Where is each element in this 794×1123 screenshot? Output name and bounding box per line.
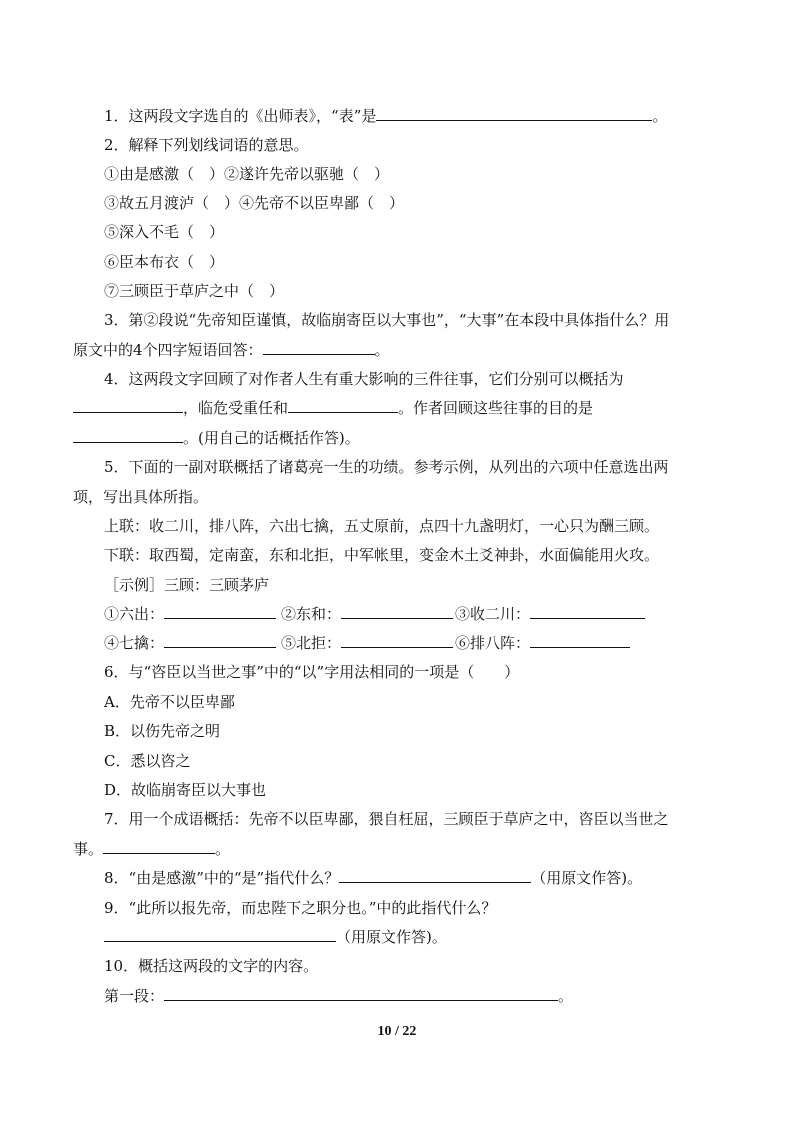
answer-blank[interactable] (339, 868, 531, 883)
question-7-line-1 (104, 809, 669, 829)
couplet-lower-text: 下联：取西蜀，定南蛮，东和北拒，中军帐里，变金木土爻神卦，水面偏能用火攻。 (104, 546, 660, 564)
option-a[interactable] (104, 692, 235, 712)
question-8 (104, 868, 642, 888)
option-d[interactable] (104, 780, 266, 800)
question-4-line-3 (73, 428, 360, 448)
fill-label: ③收二川： (455, 605, 531, 623)
answer-blank[interactable] (530, 604, 645, 619)
fill-item-4 (104, 633, 276, 653)
question-7-end: 。 (215, 840, 231, 858)
example (104, 575, 269, 595)
question-9-text: 9．“此所以报先帝，而忠陛下之职分也。”中的此指代什么？ (104, 899, 497, 917)
answer-blank[interactable] (164, 633, 276, 648)
question-10-text: 10．概括这两段的文字的内容。 (104, 957, 319, 975)
page-number: 10 / 22 (377, 1024, 417, 1039)
row-text: ⑦三顾臣于草庐之中（ ） (104, 282, 285, 300)
answer-blank[interactable] (288, 398, 398, 413)
answer-blank[interactable] (341, 633, 453, 648)
fill-item-1 (104, 604, 276, 624)
question-10-end: 。 (558, 987, 574, 1005)
fill-label: ①六出： (104, 605, 165, 623)
question-2-row-3 (104, 222, 224, 242)
fill-label: ②东和： (281, 605, 342, 623)
question-9-answer (104, 927, 447, 947)
fill-label: ⑥排八阵： (455, 634, 531, 652)
answer-blank[interactable] (104, 927, 336, 942)
fill-item-5 (281, 633, 453, 653)
question-1-end: 。 (652, 107, 668, 125)
question-2-row-2 (104, 193, 404, 213)
fill-item-2 (281, 604, 453, 624)
question-8-text: 8．“由是感激”中的“是”指代什么？ (104, 869, 340, 887)
couplet-upper-text: 上联：收二川，排八阵，六出七擒，五丈原前，点四十九盏明灯，一心只为酬三顾。 (104, 517, 660, 535)
example-text: ［示例］三顾：三顾茅庐 (104, 576, 270, 594)
option-c[interactable] (104, 751, 190, 771)
question-10 (104, 956, 318, 976)
question-9-end: （用原文作答)。 (336, 928, 447, 946)
question-3-text-2: 原文中的4个四字短语回答： (73, 341, 263, 359)
question-7-text-2: 事。 (73, 840, 104, 858)
question-3-line-1 (104, 310, 669, 330)
question-5-line-1 (104, 457, 669, 477)
answer-blank[interactable] (73, 428, 183, 443)
answer-blank[interactable] (103, 839, 215, 854)
option-b-text: B．以伤先帝之明 (104, 722, 221, 740)
row-text: ③故五月渡泸（ ）④先帝不以臣卑鄙（ ） (104, 194, 405, 212)
question-3-line-2 (73, 340, 390, 360)
answer-blank[interactable] (376, 106, 652, 121)
question-2-row-5 (104, 281, 284, 301)
answer-blank[interactable] (164, 604, 276, 619)
question-4-end: 。(用自己的话概括作答)。 (183, 429, 360, 447)
fill-item-6 (455, 633, 630, 653)
row-text: ⑤深入不毛（ ） (104, 223, 225, 241)
option-a-text: A．先帝不以臣卑鄙 (104, 693, 235, 711)
fill-label: ④七擒： (104, 634, 165, 652)
answer-blank[interactable] (164, 986, 558, 1001)
fill-item-3 (455, 604, 645, 624)
question-9 (104, 898, 496, 918)
question-4-line-1 (104, 369, 624, 389)
question-3-end: 。 (374, 341, 390, 359)
question-6 (104, 662, 519, 682)
question-2-text: 2．解释下列划线词语的意思。 (104, 136, 309, 154)
question-4-mid-2: 。作者回顾这些往事的目的是 (398, 399, 594, 417)
question-5-text: 5．下面的一副对联概括了诸葛亮一生的功绩。参考示例，从列出的六项中任意选出两 (104, 458, 669, 476)
question-5-line-2 (73, 487, 208, 507)
couplet-lower (104, 545, 659, 565)
question-7-line-2 (73, 839, 230, 859)
question-2 (104, 135, 309, 155)
question-4-text: 4．这两段文字回顾了对作者人生有重大影响的三件往事，它们分别可以概括为 (104, 370, 624, 388)
couplet-upper (104, 516, 659, 536)
option-b[interactable] (104, 721, 220, 741)
question-1 (104, 106, 667, 126)
answer-blank[interactable] (341, 604, 453, 619)
question-1-text: 1．这两段文字选自的《出师表》，“表”是 (104, 107, 377, 125)
row-text: ⑥臣本布衣（ ） (104, 253, 225, 271)
answer-blank[interactable] (263, 340, 375, 355)
option-c-text: C．悉以咨之 (104, 752, 191, 770)
answer-blank[interactable] (73, 398, 183, 413)
question-6-text: 6．与“咨臣以当世之事”中的“以”字用法相同的一项是（ ） (104, 663, 520, 681)
question-4-line-2 (73, 398, 593, 418)
question-2-row-4 (104, 252, 224, 272)
question-3-text: 3．第②段说“先帝知臣谨慎，故临崩寄臣以大事也”，“大事”在本段中具体指什么？用 (104, 311, 670, 329)
answer-blank[interactable] (530, 633, 630, 648)
question-10-para-1 (104, 986, 573, 1006)
option-d-text: D．故临崩寄臣以大事也 (104, 781, 267, 799)
question-7-text: 7．用一个成语概括：先帝不以臣卑鄙，猥自枉屈，三顾臣于草庐之中，咨臣以当世之 (104, 810, 669, 828)
question-2-row-1 (104, 164, 389, 184)
fill-label: ⑤北拒： (281, 634, 342, 652)
row-text: ①由是感激（ ）②遂许先帝以驱驰（ ） (104, 165, 390, 183)
question-8-end: （用原文作答)。 (531, 869, 643, 887)
question-5-text-2: 项，写出具体所指。 (73, 488, 209, 506)
question-4-mid-1: ，临危受重任和 (183, 399, 289, 417)
para-1-label: 第一段： (104, 987, 165, 1005)
